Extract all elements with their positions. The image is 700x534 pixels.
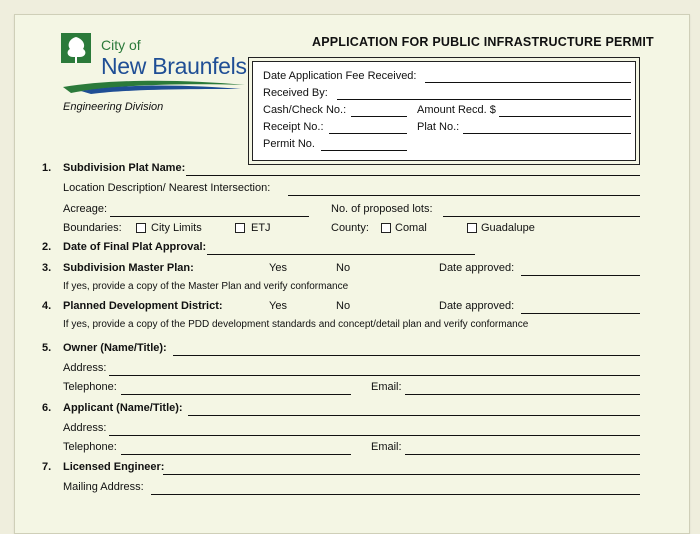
master-plan-yes-option[interactable]: Yes [269,262,287,274]
subdivision-plat-name-field[interactable] [186,175,640,176]
office-use-inner [252,61,636,161]
receipt-label: Receipt No.: [263,121,324,133]
etj-label: ETJ [251,222,271,234]
pdd-yes-option[interactable]: Yes [269,300,287,312]
comal-checkbox[interactable] [381,223,391,233]
cash-check-field[interactable] [351,116,407,117]
pdd-date-field[interactable] [521,313,640,314]
comal-label: Comal [395,222,427,234]
pdd-label: Planned Development District: [63,300,223,312]
logo-name-text: New Braunfels [101,53,247,79]
licensed-engineer-field[interactable] [163,474,640,475]
licensed-engineer-label: Licensed Engineer: [63,461,165,473]
mailing-address-field[interactable] [151,494,640,495]
applicant-telephone-label: Telephone: [63,441,117,453]
city-limits-label: City Limits [151,222,202,234]
applicant-address-label: Address: [63,422,107,434]
master-plan-date-field[interactable] [521,275,640,276]
guadalupe-label: Guadalupe [481,222,535,234]
permit-field[interactable] [321,150,407,151]
master-plan-label: Subdivision Master Plan: [63,262,194,274]
subdivision-plat-name-label: Subdivision Plat Name: [63,162,186,174]
applicant-address-field[interactable] [109,435,640,436]
final-plat-approval-field[interactable] [207,254,475,255]
owner-email-label: Email: [371,381,402,393]
location-field[interactable] [288,195,640,196]
section-number: 2. [42,241,52,253]
county-label: County: [331,222,369,234]
amount-label: Amount Recd. $ [417,104,496,116]
guadalupe-checkbox[interactable] [467,223,477,233]
applicant-field[interactable] [188,415,640,416]
applicant-label: Applicant (Name/Title): [63,402,183,414]
office-use-box [248,57,640,165]
applicant-email-label: Email: [371,441,402,453]
receipt-field[interactable] [329,133,407,134]
section-number: 5. [42,342,52,354]
form-title: APPLICATION FOR PUBLIC INFRASTRUCTURE PERMIT [312,35,654,49]
location-label: Location Description/ Nearest Intersection: [63,182,271,194]
swoosh-graphic [61,77,247,95]
permit-label: Permit No. [263,138,315,150]
master-plan-note: If yes, provide a copy of the Master Plan and verify conformance [63,281,349,292]
fee-received-label: Date Application Fee Received: [263,70,417,82]
fee-received-field[interactable] [425,82,631,83]
owner-field[interactable] [173,355,640,356]
proposed-lots-label: No. of proposed lots: [331,203,433,215]
section-number: 6. [42,402,52,414]
boundaries-label: Boundaries: [63,222,122,234]
application-form-page [14,14,690,534]
applicant-telephone-field[interactable] [121,454,351,455]
master-plan-date-label: Date approved: [439,262,515,274]
master-plan-no-option[interactable]: No [336,262,351,274]
mailing-address-label: Mailing Address: [63,481,144,493]
final-plat-approval-label: Date of Final Plat Approval: [63,241,207,253]
owner-telephone-label: Telephone: [63,381,117,393]
section-number: 1. [42,162,52,174]
plat-label: Plat No.: [417,121,460,133]
pdd-date-label: Date approved: [439,300,515,312]
acreage-field[interactable] [110,216,309,217]
amount-field[interactable] [499,116,631,117]
division-label: Engineering Division [63,101,164,113]
tree-icon [61,33,97,81]
applicant-email-field[interactable] [405,454,640,455]
city-limits-checkbox[interactable] [136,223,146,233]
section-number: 3. [42,262,52,274]
city-logo [61,33,247,95]
plat-field[interactable] [463,133,631,134]
pdd-no-option[interactable]: No [336,300,351,312]
pdd-note: If yes, provide a copy of the PDD development standards and concept/detail plan and verify conformance [63,319,529,330]
etj-checkbox[interactable] [235,223,245,233]
cash-check-label: Cash/Check No.: [263,104,347,116]
section-number: 4. [42,300,52,312]
section-number: 7. [42,461,52,473]
received-by-label: Received By: [263,87,328,99]
acreage-label: Acreage: [63,203,108,215]
logo-city-text: City of [101,37,141,53]
received-by-field[interactable] [337,99,631,100]
owner-address-field[interactable] [109,375,640,376]
owner-address-label: Address: [63,362,107,374]
proposed-lots-field[interactable] [443,216,640,217]
owner-email-field[interactable] [405,394,640,395]
owner-label: Owner (Name/Title): [63,342,167,354]
owner-telephone-field[interactable] [121,394,351,395]
